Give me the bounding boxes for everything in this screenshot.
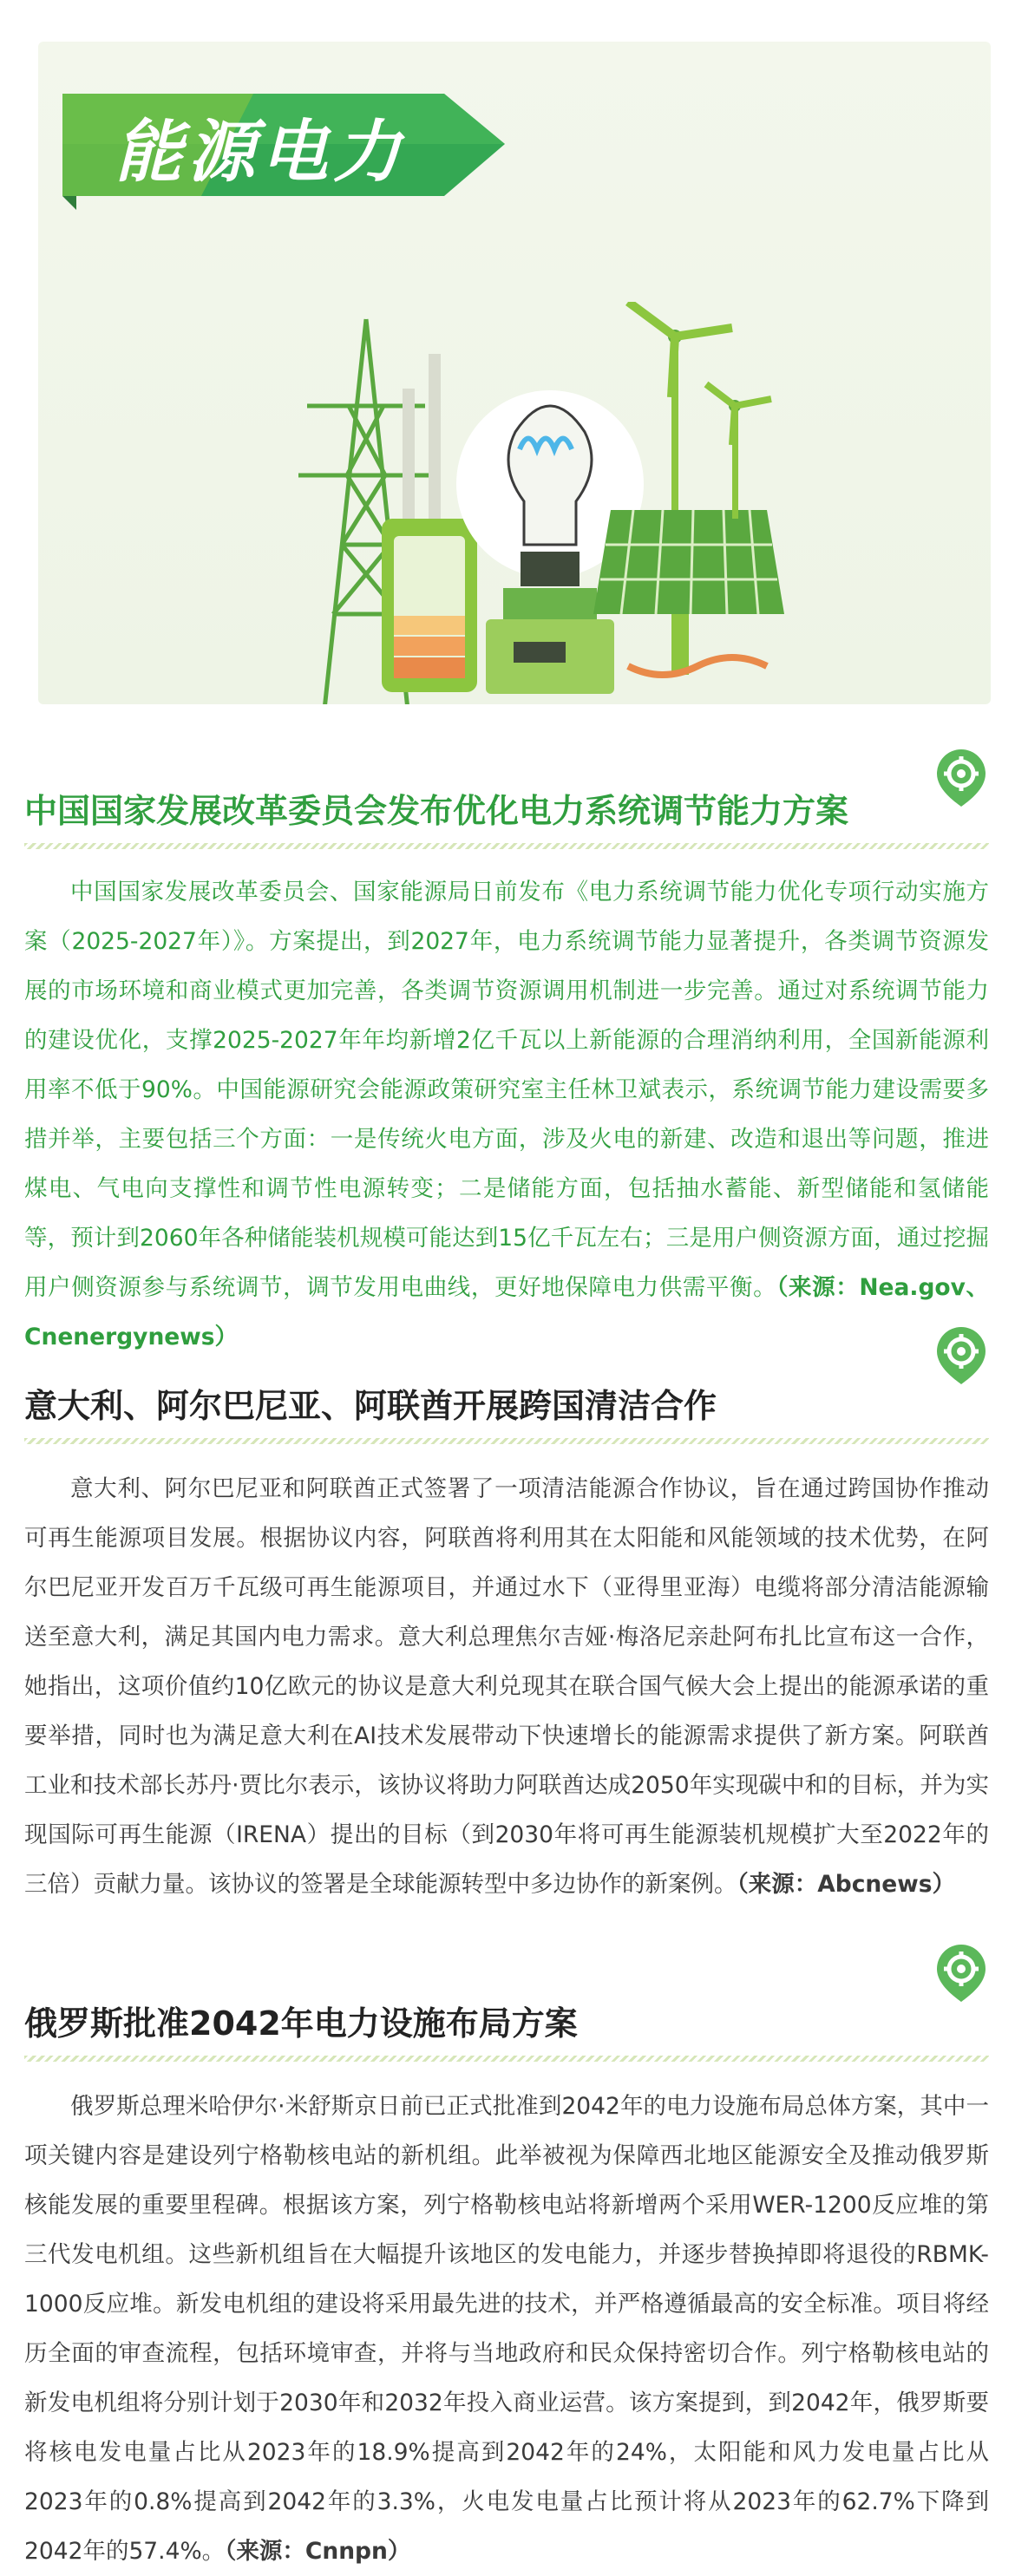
gear-location-icon [935,1325,987,1386]
article-text: 俄罗斯总理米哈伊尔·米舒斯京日前已正式批准到2042年的电力设施布局总体方案，其中一项关键内容是建设列宁格勒核电站的新机组。此举被视为保障西北地区能源安全及推动俄罗斯核能发展的重要里程碑。根据该方案，列宁格勒核电站将新增两个采用WER-1200反应堆的第三代发电机组。这些新机组旨在大幅提升该地区的发电能力，并逐步替换掉即将退役的RBMK-1000反应堆。新发电机组的建设将采用最先进的技术，并严格遵循最高的安全标准。项目将经历全面的审查流程，包括环境审查，并将与当地政府和民众保持密切合作。列宁格勒核电站的新发电机组将分别计划于2030年和2032年投入商业运营。该方案提到，到2042年，俄罗斯要将核电发电量占比从2023年的18.9%提高到2042年的24%，太阳能和风力发电量占比从2023年的0.8%提高到2042年的3.3%，火电发电量占比预计将从2023年的62.7%下降到2042年的57.4%。 [24,2093,989,2565]
gear-location-icon [935,748,987,808]
article-body [24,1464,989,1909]
article-body [24,867,989,1362]
energy-icon [298,302,784,704]
banner [62,94,505,210]
article-title: 俄罗斯批准2042年电力设施布局方案 [24,2004,578,2043]
article-title: 意大利、阿尔巴尼亚、阿联酋开展跨国清洁合作 [24,1387,717,1425]
divider [24,843,989,849]
article-body [24,2082,989,2576]
article-source: （来源：Nea.gov、Cnenergynews） [24,1274,990,1350]
divider [24,2056,989,2062]
article-source: （来源：Cnnpn） [225,2538,411,2565]
banner-title: 能源电力 [115,114,407,192]
article-text: 意大利、阿尔巴尼亚和阿联酋正式签署了一项清洁能源合作协议，旨在通过跨国协作推动可再生能源项目发展。根据协议内容，阿联酋将利用其在太阳能和风能领域的技术优势，在阿尔巴尼亚开发百万千瓦级可再生能源项目，并通过水下（亚得里亚海）电缆将部分清洁能源输送至意大利，满足其国内电力需求。意大利总理焦尔吉娅·梅洛尼亲赴阿布扎比宣布这一合作，她指出，这项价值约10亿欧元的协议是意大利兑现其在联合国气候大会上提出的能源承诺的重要举措，同时也为满足意大利在AI技术发展带动下快速增长的能源需求提供了新方案。阿联酋工业和技术部长苏丹·贾比尔表示，该协议将助力阿联酋达成2050年实现碳中和的目标，并为实现国际可再生能源（IRENA）提出的目标（到2030年将可再生能源装机规模扩大至2022年的三倍）贡献力量。该协议的签署是全球能源转型中多边协作的新案例。 [24,1475,989,1898]
divider [24,1438,989,1444]
hero-illustration [38,42,991,704]
article-title: 中国国家发展改革委员会发布优化电力系统调节能力方案 [24,792,849,830]
gear-location-icon [935,1943,987,2004]
article-text: 中国国家发展改革委员会、国家能源局日前发布《电力系统调节能力优化专项行动实施方案（2025-2027年）》。方案提出，到2027年，电力系统调节能力显著提升，各类调节资源发展的市场环境和商业模式更加完善，各类调节资源调用机制进一步完善。通过对系统调节能力的建设优化，支撑2025-2027年年均新增2亿千瓦以上新能源的合理消纳利用，全国新能源利用率不低于90%。中国能源研究会能源政策研究室主任林卫斌表示，系统调节能力建设需要多措并举，主要包括三个方面：一是传统火电方面，涉及火电的新建、改造和退出等问题，推进煤电、气电向支撑性和调节性电源转变；二是储能方面，包括抽水蓄能、新型储能和氢储能等，预计到2060年各种储能装机规模可能达到15亿千瓦左右；三是用户侧资源方面，通过挖掘用户侧资源参与系统调节，调节发用电曲线，更好地保障电力供需平衡。 [24,879,989,1301]
article-source: （来源：Abcnews） [737,1871,956,1898]
